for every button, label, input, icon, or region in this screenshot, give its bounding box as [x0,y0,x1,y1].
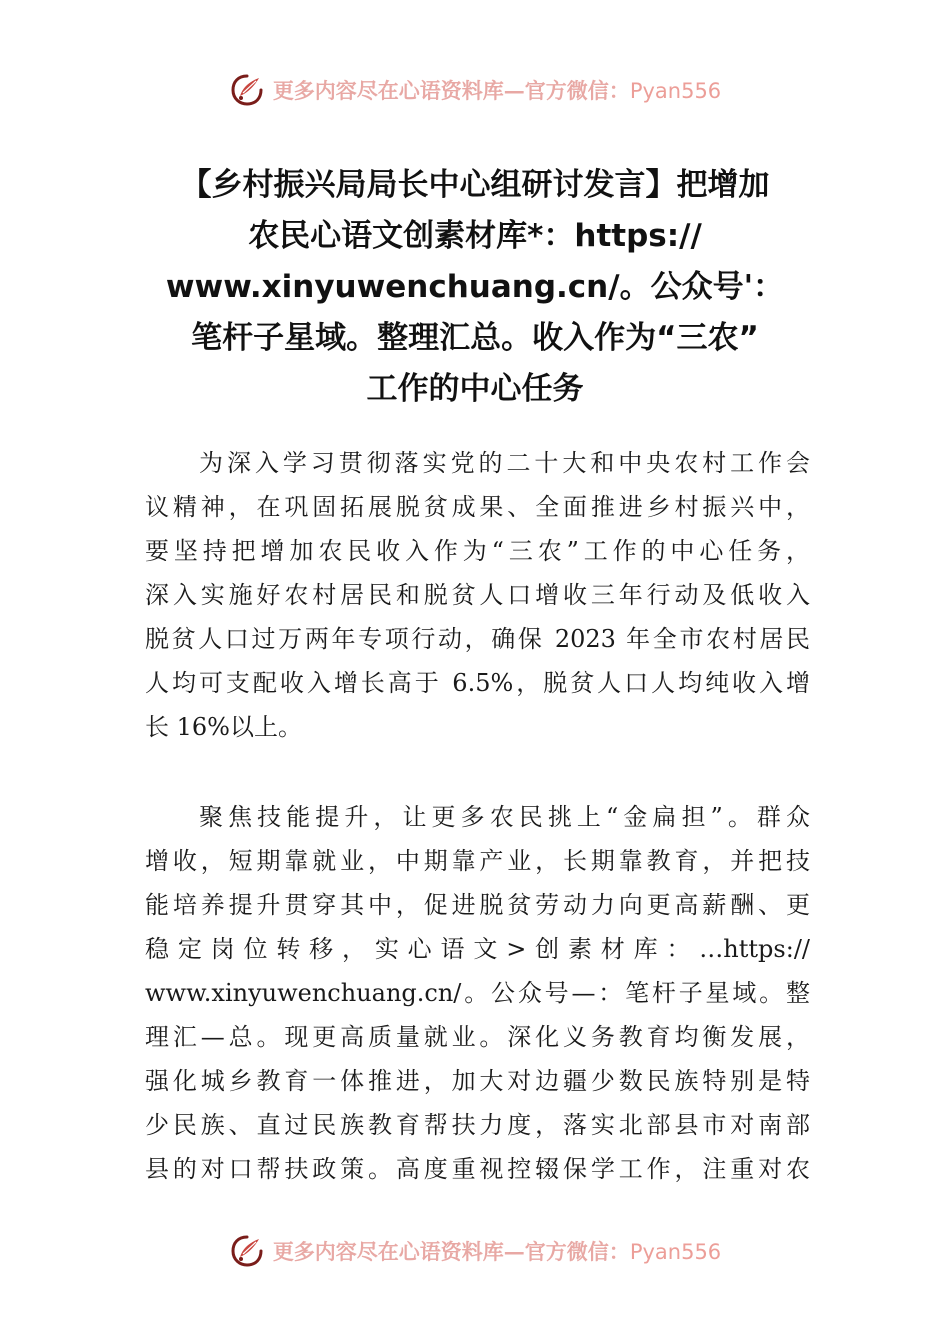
paragraph-line: 稳定岗位转移，实心语文>创素材库：…https:// [145,935,810,963]
paragraph-line: 能培养提升贯穿其中，促进脱贫劳动力向更高薪酬、更 [145,891,810,919]
watermark-text [273,1236,721,1266]
paragraph-line: 长 16%以上。 [145,713,302,741]
body-paragraph-2 [145,795,810,1191]
paragraph-line: 强化城乡教育一体推进，加大对边疆少数民族特别是特 [145,1067,810,1095]
brand-logo-icon [229,72,265,108]
brand-logo-icon [229,1233,265,1269]
paragraph-line: 为深入学习贯彻落实党的二十大和中央农村工作会 [199,449,810,477]
paragraph-line: www.xinyuwenchuang.cn/。公众号—：笔杆子星域。整 [145,979,810,1007]
paragraph-line: 少民族、直过民族教育帮扶力度，落实北部县市对南部 [145,1111,810,1139]
watermark-handle: Pyan556 [629,79,722,103]
watermark-text [273,75,721,105]
footer-watermark [0,1233,950,1269]
watermark-brand: 更多内容尽在心语资料库—官方微信： [272,1239,630,1264]
paragraph-line: 县的对口帮扶政策。高度重视控辍保学工作，注重对农 [145,1155,810,1183]
header-watermark [0,72,950,108]
paragraph-line: 要坚持把增加农民收入作为“三农”工作的中心任务， [145,537,810,565]
title-line: 农民心语文创素材库*：https:// [248,218,702,254]
title-line: 笔杆子星域。整理汇总。收入作为“三农” [191,320,759,356]
paragraph-line: 增收，短期靠就业，中期靠产业，长期靠教育，并把技 [145,847,810,875]
paragraph-line: 深入实施好农村居民和脱贫人口增收三年行动及低收入 [145,581,810,609]
title-line: www.xinyuwenchuang.cn/。公众号'： [165,269,785,305]
watermark-brand: 更多内容尽在心语资料库—官方微信： [272,78,630,103]
body-paragraph-1 [145,441,810,749]
paragraph-line: 聚焦技能提升，让更多农民挑上“金扁担”。群众 [199,803,810,831]
document-title [130,160,820,415]
paragraph-line: 议精神，在巩固拓展脱贫成果、全面推进乡村振兴中， [145,493,810,521]
paragraph-line: 人均可支配收入增长高于 6.5%，脱贫人口人均纯收入增 [145,669,810,697]
watermark-handle: Pyan556 [629,1240,722,1264]
paragraph-line: 脱贫人口过万两年专项行动，确保 2023 年全市农村居民 [145,625,810,653]
paragraph-line: 理汇—总。现更高质量就业。深化义务教育均衡发展， [145,1023,810,1051]
title-line: 【乡村振兴局局长中心组研讨发言】把增加 [180,167,770,203]
title-line: 工作的中心任务 [366,371,584,407]
